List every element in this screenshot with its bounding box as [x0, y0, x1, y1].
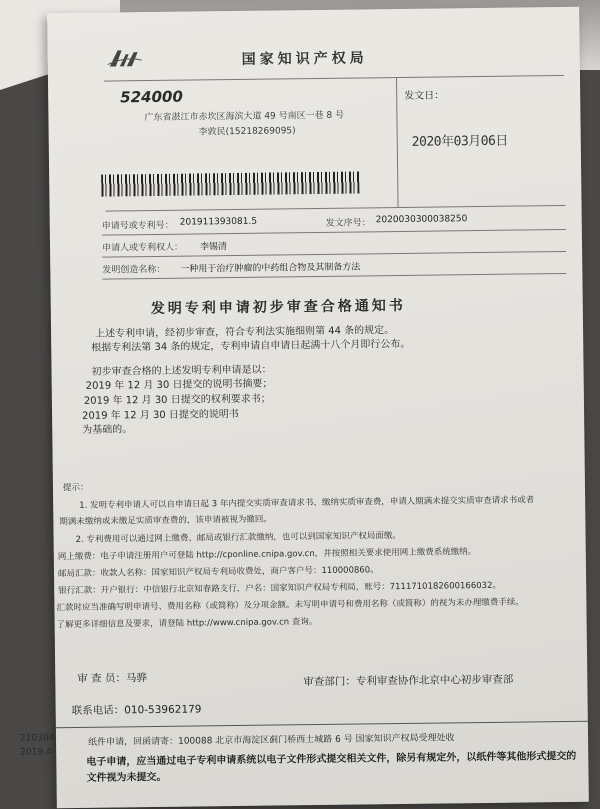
body-paragraph: 为基础的。	[82, 424, 133, 436]
document-list-item: 2019 年 12 月 30 日提交的说明书	[82, 408, 239, 422]
divider	[104, 75, 564, 82]
tip-line: 期满未缴纳或未缴足实质审查费的，该申请被视为撤回。	[59, 514, 272, 528]
invention-title: 一种用于治疗肿瘤的中药组合物及其制备方法	[180, 262, 361, 275]
tip-line: 1. 发明专利申请人可以自申请日起 3 年内提交实质审查请求书、缴纳实质审查费，申请人期满未提交实质审查请求书或者	[79, 495, 535, 511]
contact-phone: 联系电话：010-53962179	[71, 703, 202, 718]
applicant-label: 申请人或专利权人：	[101, 242, 184, 254]
divider	[396, 77, 399, 207]
footer-line: 文件视为未提交。	[86, 771, 167, 784]
document-list-item: 2019 年 12 月 30 日提交的说明书摘要；	[85, 378, 273, 392]
body-paragraph: 初步审查合格的上述发明专利申请是以：	[91, 364, 272, 378]
notice-document	[19, 7, 589, 808]
doc-no: 2020030300038250	[375, 214, 468, 226]
tip-line: 银行汇款：开户银行：中信银行北京知春路支行，户名：国家知识产权局专利局，账号：7111710182600166032。	[58, 580, 502, 597]
applicant: 李锡清	[199, 242, 228, 253]
tips-label: 提示：	[62, 482, 89, 494]
tip-line: 了解更多详细信息及要求，请登陆 http://www.cnipa.gov.cn 查询。	[56, 617, 318, 631]
recipient-name: 李敦民(15218269095)	[198, 126, 296, 138]
tip-line: 2. 专利费用可以通过网上缴费、邮局或银行汇款缴纳，也可以到国家知识产权局面缴。	[75, 530, 401, 545]
office-name: 国家知识产权局	[241, 50, 368, 68]
divider	[106, 205, 566, 212]
issue-date-label: 发文日：	[404, 90, 445, 102]
notice-title: 发明专利申请初步审查合格通知书	[150, 297, 406, 318]
footer-line: 电子申请，应当通过电子专利申请系统以电子文件形式提交相关文件，除另有规定外，以纸件等其他形式提交的	[86, 750, 577, 768]
doc-no-label: 发文序号：	[325, 218, 371, 229]
body-paragraph: 根据专利法第 34 条的规定，专利申请自申请日起满十八个月即行公布。	[91, 338, 411, 354]
tip-line: 汇款时应当准确写明申请号、费用名称（或简称）及分项金额。未写明申请号和费用名称（或简称）的视为未办理缴费手续。	[56, 597, 524, 614]
tip-line: 网上缴费：电子申请注册用户可登陆 http://cponline.cnipa.gov.cn，并按照相关要求使用网上缴费系统缴纳。	[57, 547, 477, 563]
divider	[102, 273, 566, 280]
app-no: 201911393081.5	[179, 216, 258, 228]
footer-divider	[56, 721, 588, 728]
examiner: 审 查 员：马骅	[77, 672, 148, 685]
body-paragraph: 上述专利申请，经初步审查，符合专利法实施细则第 44 条的规定。	[95, 325, 395, 340]
form-version: 2019.4	[20, 747, 52, 758]
barcode	[101, 171, 359, 196]
examining-department: 审查部门：专利审查协作北京中心初步审查部	[303, 673, 514, 689]
postcode: 524000	[120, 87, 183, 107]
document-list-item: 2019 年 12 月 30 日提交的权利要求书；	[83, 393, 271, 407]
recipient-address: 广东省湛江市赤坎区海滨大道 49 号南区一巷 8 号	[144, 110, 345, 124]
form-code: 210304	[19, 733, 55, 744]
footer-line: 纸件申请，回函请寄：100088 北京市海淀区蓟门桥西土城路 6 号 国家知识产权局受理处收	[88, 733, 455, 748]
invention-label: 发明创造名称：	[102, 264, 166, 276]
office-logo-icon	[108, 46, 142, 68]
app-no-label: 申请号或专利号：	[101, 220, 174, 232]
tip-line: 邮局汇款：收款人名称：国家知识产权局专利局收费处，商户客户号：110000860。	[57, 565, 379, 580]
issue-date-stamp: 2020年03月06日	[411, 133, 508, 150]
